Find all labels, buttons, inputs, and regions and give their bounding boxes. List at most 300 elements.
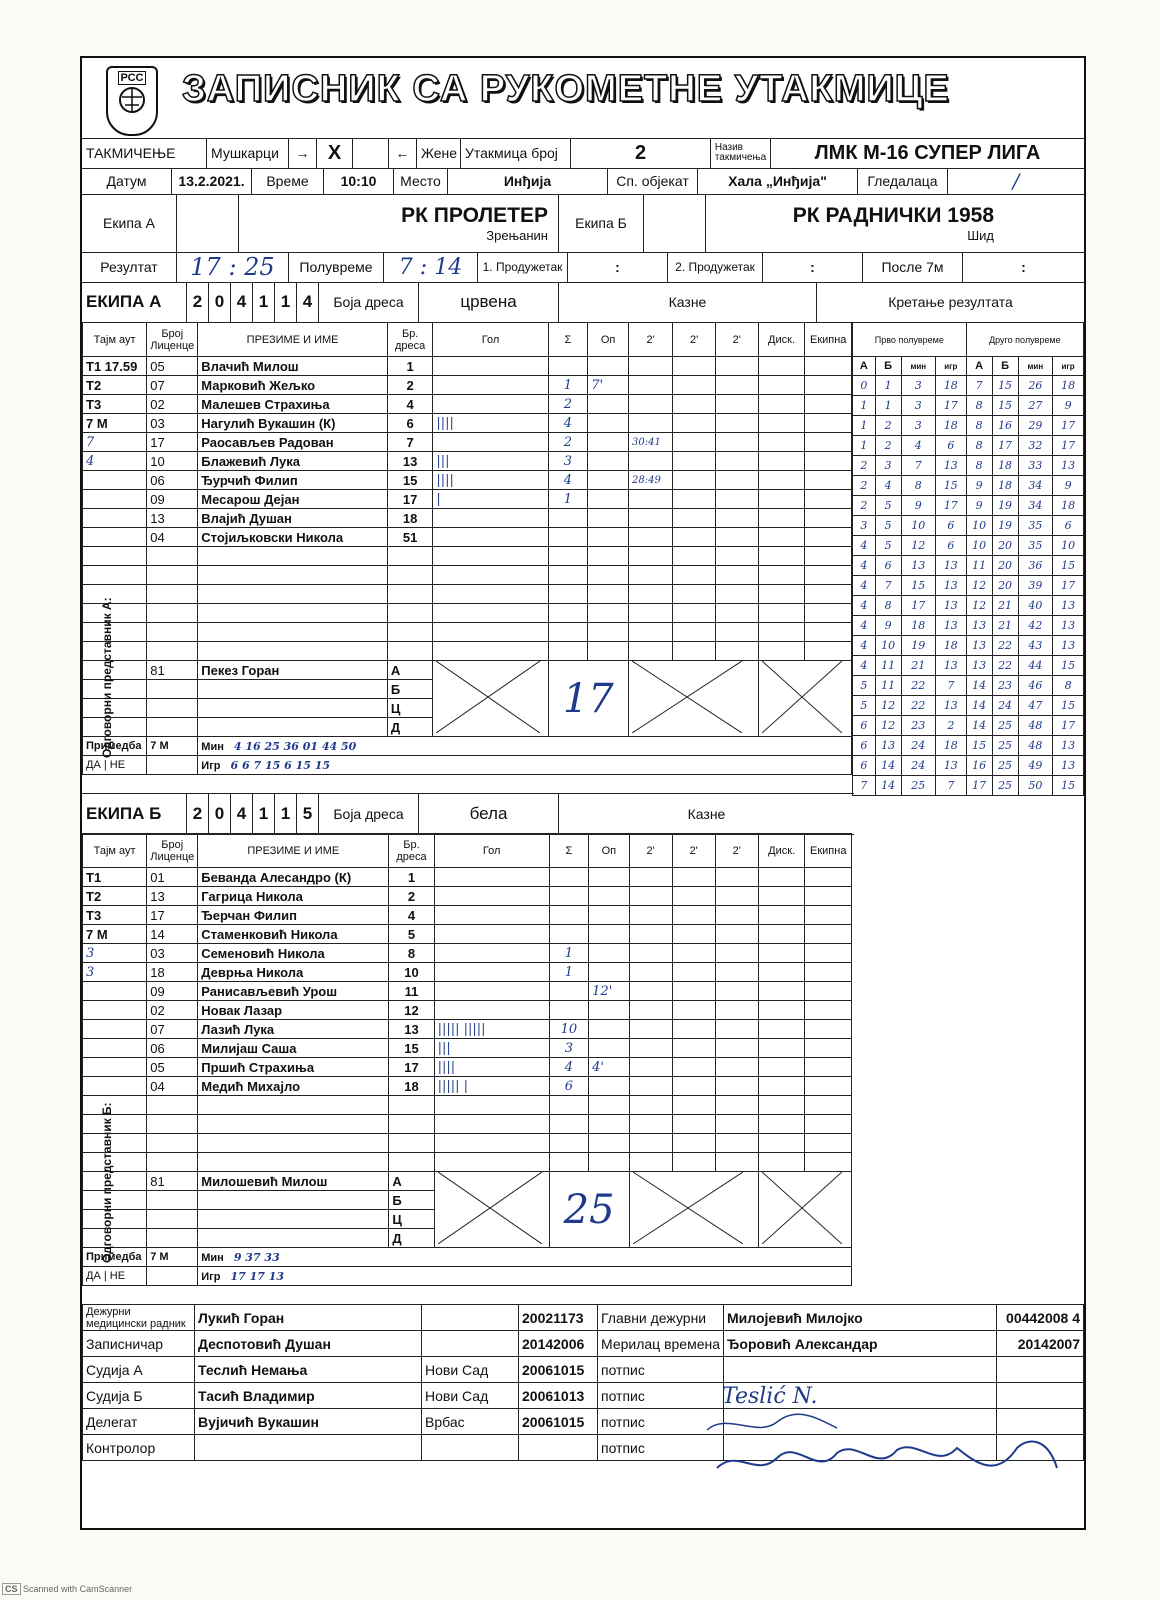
flow-cell: 8: [966, 436, 992, 456]
team-a-goal-tally: [433, 604, 548, 623]
team-b-official-licence: [147, 1229, 198, 1248]
team-b-suspension: [629, 1115, 672, 1134]
team-b-official-row: [83, 1172, 852, 1191]
team-a-player-name: [198, 642, 388, 661]
team-a-player-name: Малешев Страхиња: [198, 395, 388, 414]
team-a-warning: [588, 414, 629, 433]
flow-cell: 13: [966, 616, 992, 636]
team-a-suspension: [673, 452, 716, 471]
flow-cell: 5: [853, 696, 876, 716]
team-a-col-head: 2': [673, 323, 716, 357]
team-a-official-letter: Б: [387, 680, 433, 699]
shirt-color-label: Боја дреса: [319, 282, 419, 322]
team-b-suspension: [672, 1115, 715, 1134]
flow-cell: 4: [875, 476, 901, 496]
flow-cell: 12: [966, 596, 992, 616]
team-a-timeout-cell: [83, 642, 147, 661]
team-a-timeout-cell: [83, 661, 147, 680]
flow-row: [853, 476, 1084, 496]
flow-cell: 22: [992, 656, 1018, 676]
team-a-warning: [588, 471, 629, 490]
team-b-player-name: Ђерчан Филип: [198, 906, 389, 925]
team-a-col-head: Σ: [548, 323, 588, 357]
team-a-jersey: 17: [387, 490, 433, 509]
team-a-timeout-cell: [83, 471, 147, 490]
flow-cell: 17: [936, 496, 967, 516]
team-b-team-penalty: [805, 963, 852, 982]
flow-cell: 2: [875, 416, 901, 436]
flow-cell: 34: [1018, 496, 1053, 516]
flow-cell: 13: [936, 576, 967, 596]
team-b-jersey: 15: [389, 1039, 434, 1058]
official-licence2: 20142007: [997, 1331, 1084, 1357]
flow-cell: 21: [992, 596, 1018, 616]
team-b-team-penalty: [805, 1115, 852, 1134]
flow-cell: 8: [966, 396, 992, 416]
flow-cell: 23: [901, 716, 935, 736]
team-a-jersey: [387, 623, 433, 642]
flow-cell: 6: [853, 756, 876, 776]
team-b-col-head: 2': [629, 834, 672, 868]
team-b-suspension: [715, 1153, 758, 1172]
team-b-suspension: [672, 1077, 715, 1096]
team-b-timeout-cell: [83, 1210, 147, 1229]
official-role2: потпис: [598, 1357, 724, 1383]
flow-row: [853, 656, 1084, 676]
flow-cell: 13: [936, 616, 967, 636]
flow-cell: 25: [901, 776, 935, 796]
flow-cell: 9: [1053, 476, 1084, 496]
team-b-warning: [589, 868, 629, 887]
team-b-player-row: [83, 868, 852, 887]
team-a-suspension: [673, 433, 716, 452]
flow-row: [853, 736, 1084, 756]
team-a-team-penalty: [805, 490, 852, 509]
team-b-timeout-cell: [83, 1115, 147, 1134]
flow-cell: 13: [936, 696, 967, 716]
team-a-warning: [588, 547, 629, 566]
team-a-official-licence: [147, 699, 198, 718]
flow-cell: 12: [901, 536, 935, 556]
flow-half-header: [853, 323, 1084, 357]
team-a-team-penalty: [805, 414, 852, 433]
penalties-label: Казне: [559, 282, 817, 322]
team-b-timeout-cell: [83, 1229, 147, 1248]
official-role: Дежурни медицински радник: [83, 1305, 195, 1331]
team-b-suspension: [715, 963, 758, 982]
flow-row: [853, 396, 1084, 416]
team-a-timeout-cell: 4: [83, 452, 147, 471]
flow-cell: 14: [966, 676, 992, 696]
flow-cell: 4: [853, 616, 876, 636]
ot2-label: 2. Продужетак: [668, 252, 763, 282]
team-b-col-head: ПРЕЗИМЕ И ИМЕ: [198, 834, 389, 868]
penalties-label: Казне: [687, 806, 726, 822]
team-b-disqualification: [758, 1115, 805, 1134]
official-city: Врбас: [422, 1409, 519, 1435]
team-b-official-name: [198, 1191, 389, 1210]
flow-cell: 10: [1053, 536, 1084, 556]
team-b-team-penalty: [805, 1096, 852, 1115]
flow-cell: 8: [1053, 676, 1084, 696]
team-a-player-row: [83, 490, 852, 509]
flow-col-head: игр: [1053, 357, 1084, 376]
team-a-suspension: [715, 376, 758, 395]
team-a-jersey: [387, 585, 433, 604]
flow-cell: 18: [936, 416, 967, 436]
team-b-player-row: [83, 925, 852, 944]
flow-cell: 15: [992, 396, 1018, 416]
team-b-jersey: 13: [389, 1020, 434, 1039]
official-role2: потпис: [598, 1383, 724, 1409]
team-b-player-name: Пршић Страхиња: [198, 1058, 389, 1077]
flow-cell: 11: [966, 556, 992, 576]
official-row: [83, 1331, 1084, 1357]
after7-value: :: [1021, 259, 1026, 275]
flow-cell: 1: [853, 416, 876, 436]
team-a-licence: [147, 585, 198, 604]
flow-cell: 7: [901, 456, 935, 476]
team-b-suspension: [672, 1039, 715, 1058]
team-a-licence: 10: [147, 452, 198, 471]
flow-cell: 32: [1018, 436, 1053, 456]
flow-cell: 35: [1018, 536, 1053, 556]
flow-cell: 0: [853, 376, 876, 396]
team-a-jersey: 6: [387, 414, 433, 433]
team-b-shirt-color: бела: [419, 794, 559, 834]
team-a-suspension: [673, 376, 716, 395]
team-a-empty-row: [83, 547, 852, 566]
date-value: 13.2.2021.: [172, 168, 252, 194]
flow-cell: 3: [901, 396, 935, 416]
official-role2: Главни дежурни: [598, 1305, 724, 1331]
flow-cell: 14: [875, 776, 901, 796]
team-a-goal-tally: [433, 433, 548, 452]
team-b-warning: 12': [589, 982, 629, 1001]
team-a-warning: [588, 528, 629, 547]
team-a-player-name: [198, 566, 388, 585]
flow-cell: 15: [901, 576, 935, 596]
team-a-suspension: [629, 357, 673, 376]
official-name: Деспотовић Душан: [195, 1331, 422, 1357]
team-b-team-penalty: [805, 906, 852, 925]
flow-cell: 8: [901, 476, 935, 496]
team-a-timeout-cell: Т2: [83, 376, 147, 395]
team-a-goal-sum: [548, 547, 588, 566]
flow-cell: 15: [966, 736, 992, 756]
team-a-warning: 7': [588, 376, 629, 395]
team-a-code: 1: [253, 282, 275, 322]
team-a-goal-sum: [548, 623, 588, 642]
team-b-goal-tally: ||||| |: [434, 1077, 549, 1096]
team-b-warning: 4': [589, 1058, 629, 1077]
flow-cell: 29: [1018, 416, 1053, 436]
flow-cell: 48: [1018, 736, 1053, 756]
flow-cell: 18: [992, 456, 1018, 476]
judge-a-signature: Teslić N.: [722, 1384, 818, 1409]
team-b-label: Екипа Б: [559, 194, 644, 252]
team-b-suspension: [672, 1153, 715, 1172]
team-a-code: 0: [209, 282, 231, 322]
competition-label: ТАКМИЧЕЊЕ: [82, 138, 207, 168]
team-b-suspension: [629, 1020, 672, 1039]
team-b-col-head: Тајм аут: [83, 834, 147, 868]
team-a-licence: 13: [147, 509, 198, 528]
team-a-jersey: 15: [387, 471, 433, 490]
team-a-suspension: [629, 623, 673, 642]
flow-cell: 5: [853, 676, 876, 696]
team-b-suspension: [629, 1039, 672, 1058]
flow-cell: 12: [875, 696, 901, 716]
team-a-official-row: [83, 661, 852, 680]
team-b-suspension: [629, 868, 672, 887]
arrow-left: ←: [389, 138, 417, 168]
flow-cell: 13: [936, 596, 967, 616]
team-b-disqualification: [758, 982, 805, 1001]
official-licence: 20021173: [519, 1305, 598, 1331]
team-a-goal-sum: 4: [548, 414, 588, 433]
flow-cell: 1: [853, 436, 876, 456]
team-a-player-row: [83, 509, 852, 528]
signatures-scribble: [697, 1408, 1077, 1488]
team-b-player-name: [198, 1153, 389, 1172]
time-label: Време: [252, 168, 324, 194]
team-b-col-head: 2': [715, 834, 758, 868]
team-b-suspension: [629, 963, 672, 982]
team-b-team-penalty: [805, 1020, 852, 1039]
team-a-suspension: [673, 509, 716, 528]
official-name2: [724, 1357, 997, 1383]
flow-cell: 3: [901, 376, 935, 396]
team-a-suspension: [673, 528, 716, 547]
team-b-goal-sum: 6: [549, 1077, 588, 1096]
flow-row: [853, 716, 1084, 736]
team-a-goal-tally: [433, 395, 548, 414]
flow-cell: 19: [901, 636, 935, 656]
team-b-player-row: [83, 944, 852, 963]
team-b-team-penalty: [805, 925, 852, 944]
team-a-suspension: [673, 623, 716, 642]
team-b-warning: [589, 906, 629, 925]
team-a-timeout-cell: [83, 528, 147, 547]
team-b-goal-tally: [434, 944, 549, 963]
flow-row: [853, 556, 1084, 576]
team-b-goal-tally: [434, 906, 549, 925]
official-name2: Ђоровић Александар: [724, 1331, 997, 1357]
flow-cell: 7: [875, 576, 901, 596]
team-b-team-penalty: [805, 982, 852, 1001]
flow-row: [853, 456, 1084, 476]
flow-cell: 10: [901, 516, 935, 536]
official-licence2: 00442008 4: [997, 1305, 1084, 1331]
team-a-sevenm-pl-values: 6 6 7 15 6 15 15: [230, 758, 331, 772]
flow-cell: 18: [992, 476, 1018, 496]
team-a-code: 2: [187, 282, 209, 322]
team-b-goal-tally: ||||| |||||: [434, 1020, 549, 1039]
team-b-disqualification: [758, 1096, 805, 1115]
team-b-goal-sum: [549, 906, 588, 925]
team-a-player-row: [83, 452, 852, 471]
team-a-disqualification: [758, 357, 805, 376]
team-a-player-row: [83, 395, 852, 414]
team-a-player-name: Влајић Душан: [198, 509, 388, 528]
team-b-suspension: [629, 1153, 672, 1172]
flow-cell: 44: [1018, 656, 1053, 676]
flow-cell: 13: [966, 636, 992, 656]
team-b-suspension: [672, 868, 715, 887]
flow-cell: 8: [875, 596, 901, 616]
team-b-warning: [589, 963, 629, 982]
team-b-player-name: Милијаш Саша: [198, 1039, 389, 1058]
flow-cell: 10: [966, 536, 992, 556]
team-a-jersey: 18: [387, 509, 433, 528]
flow-cell: 1: [853, 396, 876, 416]
team-a-sevenm-label: [147, 756, 198, 775]
team-b-sevenm-row: [83, 1248, 852, 1267]
flow-cell: 9: [1053, 396, 1084, 416]
team-b-official-name: [198, 1229, 389, 1248]
venue-value: Хала „Инђија": [698, 168, 858, 194]
flow-cell: 43: [1018, 636, 1053, 656]
team-a-goal-tally: [433, 566, 548, 585]
official-name: Теслић Немања: [195, 1357, 422, 1383]
flow-cell: 48: [1018, 716, 1053, 736]
flow-cell: 13: [936, 456, 967, 476]
team-b-col-head: Екипна: [805, 834, 852, 868]
team-a-disqualification: [758, 395, 805, 414]
team-a-sevenm-row: [83, 756, 852, 775]
flow-cell: 18: [1053, 496, 1084, 516]
team-a-licence: 09: [147, 490, 198, 509]
flow-cell: 4: [853, 656, 876, 676]
team-a-suspension: [715, 395, 758, 414]
team-b-licence: 05: [147, 1058, 198, 1077]
team-b-goal-tally: [434, 982, 549, 1001]
team-a-warning: [588, 604, 629, 623]
team-a-disqualification: [758, 623, 805, 642]
team-a-warning: [588, 509, 629, 528]
team-a-disqualification: [758, 547, 805, 566]
official-row: [83, 1383, 1084, 1409]
team-b-player-row: [83, 906, 852, 925]
match-record-sheet: [80, 56, 1086, 1530]
team-b-note-cell: Примедба: [83, 1248, 147, 1267]
team-a-licence: 17: [147, 433, 198, 452]
team-a-suspension: [629, 547, 673, 566]
team-a-jersey: [387, 566, 433, 585]
team-a-disqualification: [758, 585, 805, 604]
team-b-goal-sum: 1: [549, 963, 588, 982]
team-b-player-name: Беванда Алесандро (К): [198, 868, 389, 887]
flow-cell: 27: [1018, 396, 1053, 416]
flow-cell: 13: [1053, 616, 1084, 636]
team-a-col-head: Екипна: [805, 323, 852, 357]
team-a-name: РК ПРОЛЕТЕР: [401, 203, 548, 227]
team-b-team-penalty: [805, 887, 852, 906]
team-b-warning: [589, 1134, 629, 1153]
flow-row: [853, 496, 1084, 516]
team-a-goal-tally: [433, 642, 548, 661]
team-a-suspension: [673, 547, 716, 566]
team-b-official-letter: Б: [389, 1191, 434, 1210]
men-label: Мушкарци: [207, 138, 289, 168]
team-b-jersey: 4: [389, 906, 434, 925]
team-a-team-penalty: [805, 528, 852, 547]
official-licence2: [997, 1357, 1084, 1383]
flow-cell: 23: [992, 676, 1018, 696]
official-role: Делегат: [83, 1409, 195, 1435]
team-b-timeout-cell: [83, 1020, 147, 1039]
team-a-goal-sum: [548, 585, 588, 604]
team-b-timeout-cell: [83, 1058, 147, 1077]
team-a-goal-sum: [548, 604, 588, 623]
team-a-goal-sum: 1: [548, 376, 588, 395]
team-b-warning: [589, 887, 629, 906]
team-b-licence: 01: [147, 868, 198, 887]
flow-cell: 5: [875, 516, 901, 536]
team-a-empty-row: [83, 642, 852, 661]
team-a-team-penalty: [805, 585, 852, 604]
flow-cell: 8: [966, 456, 992, 476]
flow-row: [853, 676, 1084, 696]
result-label: Резултат: [82, 252, 177, 282]
team-b-timeout-cell: 7 М: [83, 925, 147, 944]
team-b-official-name: Милошевић Милош: [198, 1172, 389, 1191]
team-a-suspension: [673, 490, 716, 509]
team-b-suspension: [672, 1020, 715, 1039]
team-b-goal-sum: [549, 982, 588, 1001]
team-a-player-row: [83, 357, 852, 376]
team-b-licence: [147, 1115, 198, 1134]
result-row: [82, 252, 1084, 283]
flow-cell: 19: [992, 496, 1018, 516]
flow-cell: 35: [1018, 516, 1053, 536]
team-a-goal-sum: [548, 528, 588, 547]
team-a-rep-label: Одговорни представник А:: [100, 597, 114, 758]
team-a-warning: [588, 490, 629, 509]
team-b-sevenm-min-label: Мин 9 37 33: [198, 1248, 852, 1267]
team-a-suspension: [629, 490, 673, 509]
official-licence: [519, 1435, 598, 1461]
team-a-suspension: [673, 585, 716, 604]
team-b-disqualification: [758, 906, 805, 925]
team-a-player-name: Ђурчић Филип: [198, 471, 388, 490]
team-a-goal-tally: [433, 509, 548, 528]
flow-cell: 2: [853, 496, 876, 516]
team-a-suspension: [715, 490, 758, 509]
flow-cell: 7: [936, 676, 967, 696]
team-b-disqualification: [758, 1001, 805, 1020]
flow-cell: 18: [901, 616, 935, 636]
team-b-team-penalty: [805, 944, 852, 963]
flow-cell: 19: [992, 516, 1018, 536]
flow-cell: 9: [901, 496, 935, 516]
team-b-total-goals: 25: [549, 1172, 629, 1248]
team-b-suspension: [672, 906, 715, 925]
team-a-warning: [588, 642, 629, 661]
team-a-goal-sum: 2: [548, 433, 588, 452]
score-flow-label: Кретање резултата: [888, 294, 1013, 310]
flow-cell: 8: [966, 416, 992, 436]
team-a-licence: [147, 547, 198, 566]
team-b-timeout-cell: Т3: [83, 906, 147, 925]
team-b-disqualification: [758, 868, 805, 887]
team-a-licence: [147, 604, 198, 623]
team-a-suspension: [629, 604, 673, 623]
team-b-suspension: [672, 982, 715, 1001]
team-a-code: 4: [297, 282, 319, 322]
team-a-suspension: [629, 585, 673, 604]
